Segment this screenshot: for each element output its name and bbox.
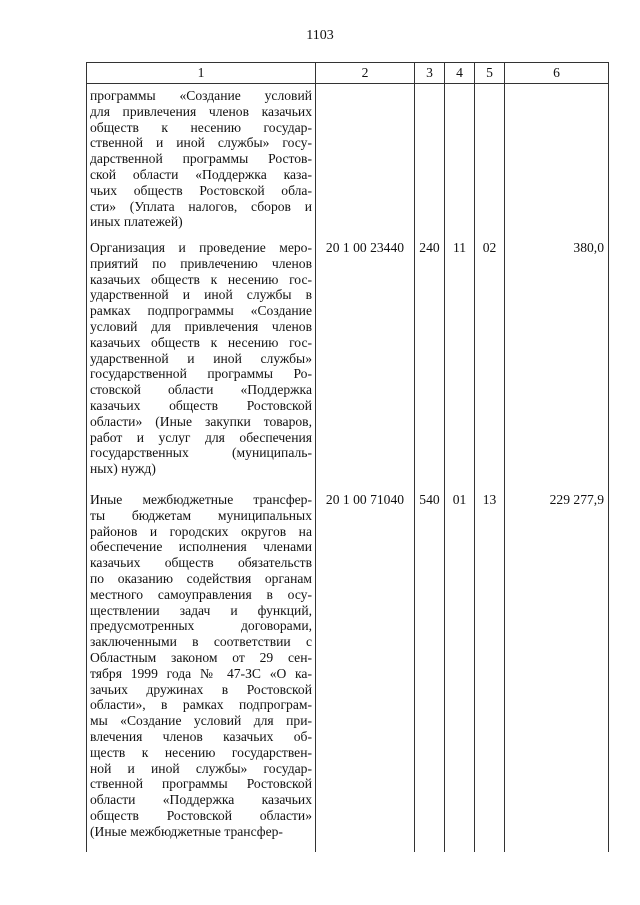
row-name-line: казачьих обществ к несению гос- [90,271,312,287]
header-col-6: 6 [505,63,609,84]
target-article-code [316,84,415,237]
expense-type-code: 540 [415,488,445,852]
table-row [87,236,609,488]
amount-value: 380,0 [505,236,609,488]
row-name-line: приятий по привлечению членов [90,255,312,271]
row-name-line: ударственной и иной службы» [90,350,312,366]
row-name-line: программы «Создание условий [90,88,312,103]
row-name-cell [87,236,316,488]
row-name-line: Областным законом от 29 сен- [90,649,312,665]
row-name-line: рамках подпрограммы «Создание [90,303,312,319]
row-name-line: области «Поддержка казачьих [90,792,312,808]
row-name-line: (Иные межбюджетные трансфер- [90,823,283,839]
row-name-cell [87,488,316,852]
row-name-line: стовской области «Поддержка [90,382,312,398]
row-name-line: условий для привлечения членов [90,318,312,334]
row-name-line: области» (Иные закупки товаров, [90,413,312,429]
subsection-code: 02 [475,236,505,488]
table-header-row [87,63,609,84]
target-article-code: 20 1 00 71040 [316,488,415,852]
row-name-line: ществлении задач и функций, [90,602,312,618]
header-col-5: 5 [475,63,505,84]
row-name-line: сти» (Уплата налогов, сборов и [90,198,312,214]
header-col-3: 3 [415,63,445,84]
header-col-1: 1 [87,63,316,84]
row-name-line: казачьих обществ к несению гос- [90,334,312,350]
row-name-line: тября 1999 года № 47-ЗС «О ка- [90,665,312,681]
row-name-line: государственной программы Ро- [90,366,312,382]
table-row [87,84,609,237]
section-code: 11 [445,236,475,488]
row-name-line: обеспечение исполнения членами [90,539,312,555]
target-article-code: 20 1 00 23440 [316,236,415,488]
row-name-line: ной и иной службы» государ- [90,760,312,776]
subsection-code: 13 [475,488,505,852]
section-code [445,84,475,237]
amount-value [505,84,609,237]
row-name-line: государственных (муниципаль- [90,445,312,461]
row-name-line: заключенными в соответствии с [90,634,312,650]
budget-table [86,62,609,852]
expense-type-code [415,84,445,237]
row-name-line: предусмотренных договорами, [90,618,312,634]
subsection-code [475,84,505,237]
row-name-line: ударственной и иной службы в [90,287,312,303]
row-name-line: районов и городских округов на [90,523,312,539]
row-name-line: ты бюджетам муниципальных [90,507,312,523]
row-name-line: Иные межбюджетные трансфер- [90,492,312,507]
row-name-line: местного самоуправления в осу- [90,586,312,602]
row-name-line: Организация и проведение меро- [90,240,312,255]
row-name-line: зачьих дружинах в Ростовской [90,681,312,697]
row-name-line: работ и услуг для обеспечения [90,429,312,445]
table-row [87,488,609,852]
row-name-line: ществ к несению государствен- [90,744,312,760]
header-col-2: 2 [316,63,415,84]
row-name-line: чьих обществ Ростовской обла- [90,182,312,198]
row-name-line: по оказанию содействия органам [90,570,312,586]
row-name-line: мы «Создание условий для при- [90,713,312,729]
row-name-cell [87,84,316,237]
row-name-line: казачьих обществ обязательств [90,555,312,571]
row-name-line: ственной и иной службы» госу- [90,135,312,151]
row-name-line: влечения членов казачьих об- [90,728,312,744]
row-name-line: обществ Ростовской области» [90,807,312,823]
row-name-line: иных платежей) [90,214,183,230]
section-code: 01 [445,488,475,852]
row-name-line: казачьих обществ Ростовской [90,397,312,413]
row-name-line: дарственной программы Ростов- [90,151,312,167]
row-name-line: ской области «Поддержка каза- [90,166,312,182]
amount-value: 229 277,9 [505,488,609,852]
row-name-line: обществ к несению государ- [90,119,312,135]
row-name-line: ственной программы Ростовской [90,776,312,792]
page-number: 1103 [306,28,334,43]
header-col-4: 4 [445,63,475,84]
expense-type-code: 240 [415,236,445,488]
row-name-line: для привлечения членов казачьих [90,103,312,119]
row-name-line: ных) нужд) [90,461,156,477]
row-name-line: области», в рамках подпрограм- [90,697,312,713]
